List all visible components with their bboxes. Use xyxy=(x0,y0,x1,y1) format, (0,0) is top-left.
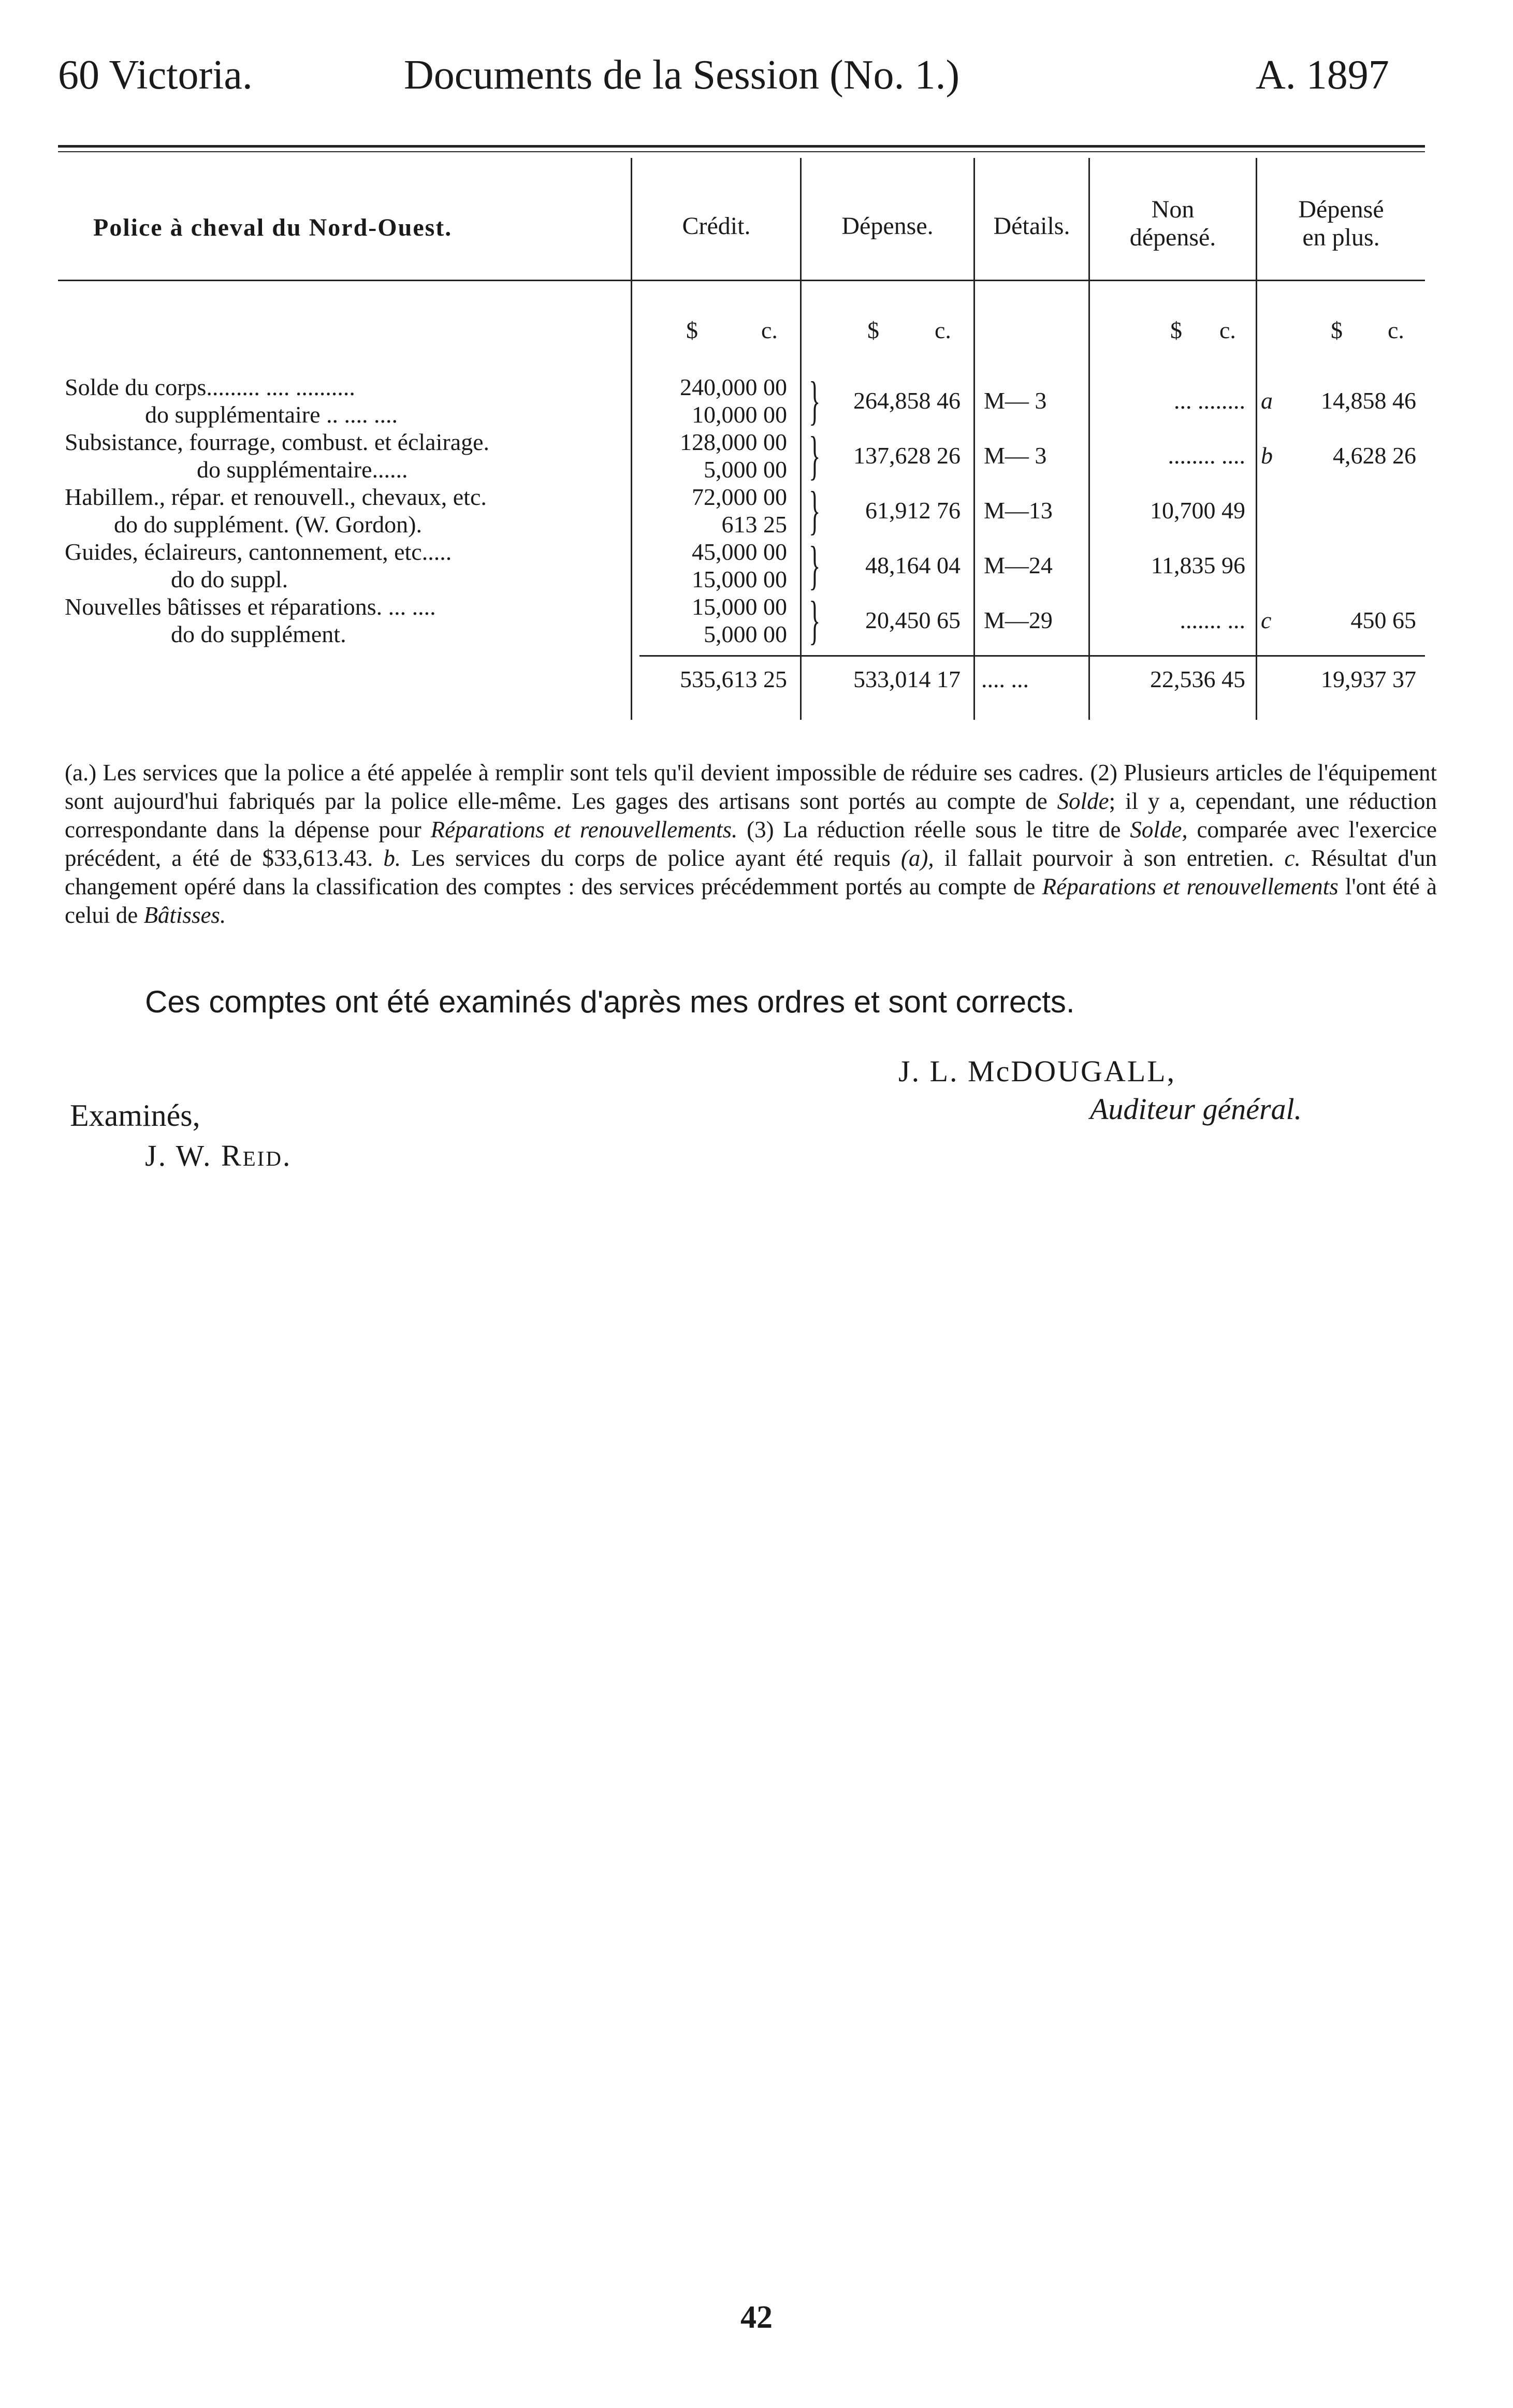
notes-italic: Solde xyxy=(1057,788,1109,814)
depense-value: 20,450 65 xyxy=(865,607,961,633)
col-head-depense-plus xyxy=(1257,196,1425,252)
table-header-rule xyxy=(58,280,1425,281)
unit-cents: c. xyxy=(1219,317,1236,343)
notes-text: Les services du corps de police ayant été requis xyxy=(401,845,891,871)
notes-italic: Bâtisses. xyxy=(143,902,226,928)
page-number: 42 xyxy=(740,2300,773,2335)
col-head-depense: Dépense. xyxy=(841,212,934,240)
depense-plus-value: 4,628 26 xyxy=(1333,442,1416,469)
examined-label: Examinés, xyxy=(70,1098,200,1133)
details-value: M— 3 xyxy=(984,442,1047,469)
row-label: do supplémentaire .. .... .... xyxy=(145,401,398,428)
credit-value: 15,000 00 xyxy=(692,566,787,592)
explanatory-notes xyxy=(65,759,1437,930)
non-depense-value: ........ .... xyxy=(1168,442,1245,469)
depense-value: 264,858 46 xyxy=(853,387,961,414)
row-label: Guides, éclaireurs, cantonnement, etc..... xyxy=(65,539,452,565)
note-mark: c xyxy=(1261,607,1272,633)
notes-italic: Réparations et renouvellements xyxy=(1042,874,1339,900)
row-label: do do supplément. xyxy=(171,621,346,647)
credit-value: 72,000 00 xyxy=(692,484,787,510)
depense-plus-value: 14,858 46 xyxy=(1321,387,1416,414)
row-label: do supplémentaire...... xyxy=(197,456,408,483)
notes-italic: b. xyxy=(383,845,401,871)
unit-dollar: $ xyxy=(867,317,879,343)
unit-cents: c. xyxy=(1388,317,1404,343)
non-depense-value: ....... ... xyxy=(1180,607,1245,633)
notes-italic: Réparations et renouvellements. xyxy=(430,817,738,843)
table-top-rule-thin xyxy=(58,151,1425,152)
brace-icon: } xyxy=(809,426,821,485)
details-value: M—24 xyxy=(984,552,1053,578)
credit-value: 240,000 00 xyxy=(680,374,787,400)
credit-value: 128,000 00 xyxy=(680,429,787,455)
total-depense-plus: 19,937 37 xyxy=(1321,666,1416,692)
non-depense-value: 11,835 96 xyxy=(1151,552,1245,578)
unit-dollar: $ xyxy=(1170,317,1182,343)
header-center: Documents de la Session (No. 1.) xyxy=(404,52,960,98)
certification-line: Ces comptes ont été examinés d'après mes ordres et sont corrects. xyxy=(145,984,1075,1019)
depense-value: 61,912 76 xyxy=(865,497,961,524)
notes-text: il fallait pourvoir à son entretien. xyxy=(934,845,1274,871)
col-divider xyxy=(631,158,632,720)
notes-text: Résultat d'un changement opéré dans la classification des comptes : des services précédemment portés au compte de xyxy=(65,845,1437,900)
depense-value: 137,628 26 xyxy=(853,442,961,469)
details-value: M—29 xyxy=(984,607,1053,633)
total-details: .... ... xyxy=(981,666,1029,692)
notes-text: (3) La réduction réelle sous le titre de xyxy=(737,817,1121,843)
total-non-depense: 22,536 45 xyxy=(1150,666,1245,692)
header-left: 60 Victoria. xyxy=(58,52,253,98)
row-label: do do supplément. (W. Gordon). xyxy=(114,511,422,538)
table-title: Police à cheval du Nord-Ouest. xyxy=(93,214,453,241)
credit-value: 45,000 00 xyxy=(692,539,787,565)
table-top-rule xyxy=(58,145,1425,148)
non-depense-value: ... ........ xyxy=(1174,387,1245,414)
notes-italic: Solde, xyxy=(1130,817,1188,843)
row-label: do do suppl. xyxy=(171,566,288,592)
col-head-details: Détails. xyxy=(993,212,1070,240)
col-divider xyxy=(800,158,802,720)
notes-text: ; il y a, cependant, une réduction correspondante dans la dépense pour xyxy=(65,788,1437,843)
notes-italic: c. xyxy=(1284,845,1301,871)
credit-value: 5,000 00 xyxy=(704,456,787,483)
unit-dollar: $ xyxy=(1331,317,1343,343)
brace-icon: } xyxy=(809,481,821,540)
notes-text: l'ont été à celui de xyxy=(65,874,1437,928)
notes-text: comparée avec l'exercice précédent, a été de $33,613.43. xyxy=(65,817,1437,871)
examiner-name: J. W. Reid. xyxy=(145,1139,292,1172)
brace-icon: } xyxy=(809,535,821,595)
row-label: Nouvelles bâtisses et réparations. ... .... xyxy=(65,593,436,620)
col-head-credit: Crédit. xyxy=(682,212,751,240)
auditor-name: J. L. McDOUGALL, xyxy=(898,1054,1176,1088)
depense-value: 48,164 04 xyxy=(865,552,961,578)
col-head-non-depense-line1: Non xyxy=(1151,196,1195,223)
unit-dollar: $ xyxy=(686,317,698,343)
details-value: M— 3 xyxy=(984,387,1047,414)
credit-value: 5,000 00 xyxy=(704,621,787,647)
header-right: A. 1897 xyxy=(1256,52,1389,98)
credit-value: 613 25 xyxy=(721,511,787,538)
table-total-rule xyxy=(639,655,1425,657)
col-head-depense-plus-line2: en plus. xyxy=(1302,224,1380,251)
col-head-depense-plus-line1: Dépensé xyxy=(1298,196,1384,223)
auditor-title: Auditeur général. xyxy=(1090,1092,1302,1126)
notes-italic: (a), xyxy=(900,845,934,871)
note-mark: a xyxy=(1261,387,1273,414)
col-divider xyxy=(973,158,975,720)
depense-plus-value: 450 65 xyxy=(1350,607,1416,633)
col-head-non-depense xyxy=(1090,196,1256,252)
non-depense-value: 10,700 49 xyxy=(1150,497,1245,524)
credit-value: 15,000 00 xyxy=(692,593,787,620)
note-mark: b xyxy=(1261,442,1273,469)
total-depense: 533,014 17 xyxy=(853,666,961,692)
row-label: Habillem., répar. et renouvell., chevaux, etc. xyxy=(65,484,487,510)
brace-icon: } xyxy=(809,371,821,430)
row-label: Solde du corps......... .... .......... xyxy=(65,374,355,400)
brace-icon: } xyxy=(809,590,821,650)
unit-cents: c. xyxy=(761,317,778,343)
unit-cents: c. xyxy=(935,317,951,343)
credit-value: 10,000 00 xyxy=(692,401,787,428)
details-value: M—13 xyxy=(984,497,1053,524)
notes-text: (a.) Les services que la police a été appelée à remplir sont tels qu'il devient impossible de réduire ses cadres. (2) Plusieurs articles de l'équipement sont aujourd'hui fabriqués par la police elle-même. Les gages des artisans sont portés au compte de xyxy=(65,760,1437,814)
col-head-non-depense-line2: dépensé. xyxy=(1129,224,1216,251)
total-credit: 535,613 25 xyxy=(680,666,787,692)
row-label: Subsistance, fourrage, combust. et éclairage. xyxy=(65,429,490,455)
